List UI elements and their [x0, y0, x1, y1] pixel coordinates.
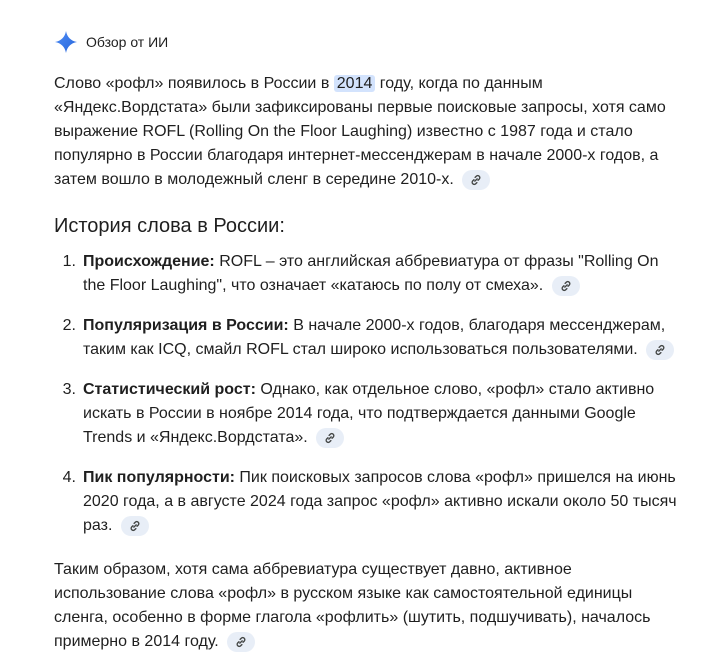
list-item-term: Популяризация в России:	[83, 317, 289, 334]
source-link-button[interactable]	[552, 276, 580, 296]
intro-text-before: Слово «рофл» появилось в России в	[54, 75, 334, 92]
ai-overview-header	[54, 30, 168, 54]
source-link-button[interactable]	[227, 632, 255, 652]
sparkle-icon	[54, 30, 78, 54]
link-icon	[469, 173, 483, 187]
link-icon	[653, 343, 667, 357]
link-icon	[559, 279, 573, 293]
link-icon	[128, 519, 142, 533]
intro-paragraph	[54, 72, 684, 192]
source-link-button[interactable]	[121, 516, 149, 536]
list-item-number: 2.	[62, 317, 76, 334]
list-item-number: 1.	[62, 253, 76, 270]
source-link-button[interactable]	[462, 170, 490, 190]
link-icon	[234, 635, 248, 649]
source-link-button[interactable]	[316, 428, 344, 448]
link-icon	[323, 431, 337, 445]
list-item-term: Статистический рост:	[83, 381, 256, 398]
list-item-term: Пик популярности:	[83, 469, 235, 486]
list-item-text: В начале 2000-х годов, благодаря мессенджерам, таким как ICQ, смайл ROFL стал широко использоваться пользователями.	[83, 317, 666, 358]
list-item-number: 4.	[62, 469, 76, 486]
list-item-text: ROFL – это английская аббревиатура от фразы "Rolling On the Floor Laughing", что означает «катаюсь по полу от смеха».	[83, 253, 659, 294]
section-heading: История слова в России:	[54, 215, 285, 237]
list-item-term: Происхождение:	[83, 253, 215, 270]
conclusion-paragraph	[54, 558, 684, 654]
ai-overview-title: Обзор от ИИ	[86, 34, 169, 50]
source-link-button[interactable]	[646, 340, 674, 360]
highlighted-year: 2014	[334, 75, 376, 92]
list-item-text: Однако, как отдельное слово, «рофл» стало активно искать в России в ноябре 2014 года, что подтверждается данными Google Trends и «Яндекс.Вордстата».	[83, 381, 655, 446]
intro-text-after: году, когда по данным «Яндекс.Вордстата» были зафиксированы первые поисковые запросы, хотя само выражение ROFL (Rolling On the Floor Laughing) известно с 1987 года и стало популярно в России благодаря интернет-мессенджерам в начале 2000-х годов, а затем вошло в молодежный сленг в середине 2010-х.	[54, 75, 666, 188]
conclusion-text: Таким образом, хотя сама аббревиатура существует давно, активное использование слова «рофл» в русском языке как самостоятельной единицы сленга, особенно в форме глагола «рофлить» (шутить, подшучивать), началось примерно в 2014 году.	[54, 561, 651, 650]
list-item-text: Пик поисковых запросов слова «рофл» пришелся на июнь 2020 года, а в августе 2024 года запрос «рофл» активно искали около 50 тысяч раз.	[83, 469, 677, 534]
list-item-number: 3.	[62, 381, 76, 398]
